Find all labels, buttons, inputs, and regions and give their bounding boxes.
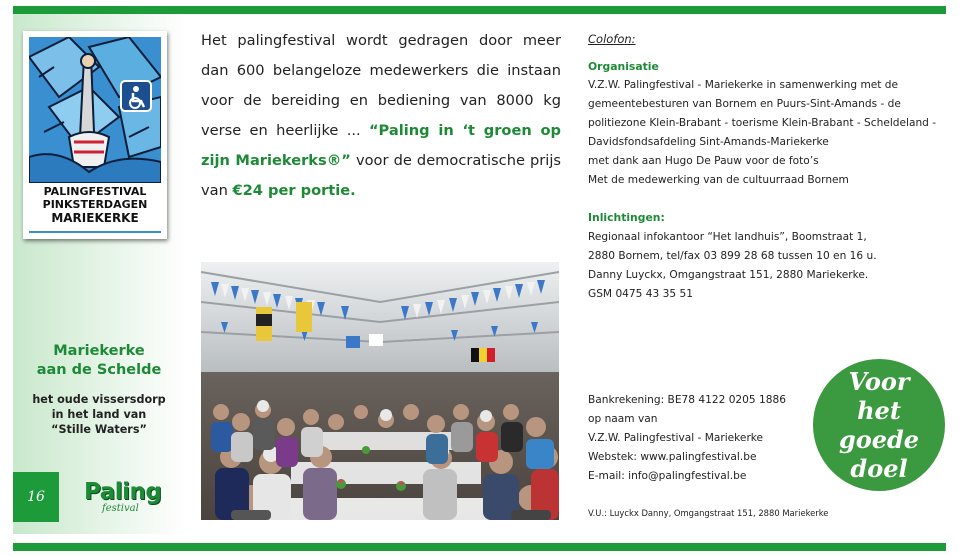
main-text-part2: voor de democratische prijs van: [201, 152, 561, 199]
side-sub-line-2: in het land van: [51, 408, 147, 421]
badge-line-3: doel: [850, 454, 908, 483]
festival-poster: [23, 31, 167, 239]
info-line: Regionaal infokantoor “Het landhuis”, Boomstraat 1,: [588, 231, 867, 243]
bank-line: V.Z.W. Palingfestival - Mariekerke: [588, 432, 764, 444]
main-text-highlight: “Paling in ‘t groen op zijn Mariekerks®”: [201, 122, 561, 169]
main-text-part1: Het palingfestival wordt gedragen door meer dan 600 belangeloze medewerkers die instaan voor de bereiding en bediening van 8000 kg verse en heerlijke ...: [201, 32, 561, 139]
side-title-line-2: aan de Schelde: [36, 362, 162, 378]
crowd-photo-illustration: [201, 262, 559, 520]
poster-illustration: [29, 37, 161, 183]
bottom-green-bar: [13, 543, 946, 551]
poster-line-1: PALINGFESTIVAL: [43, 185, 147, 198]
inlichtingen-block: [588, 228, 877, 304]
email-link[interactable]: E-mail: info@palingfestival.be: [588, 470, 747, 482]
side-title: [16, 342, 182, 380]
org-line: politiezone Klein-Brabant - toerisme Klein-Brabant - Scheldeland -: [588, 117, 937, 129]
side-sub-line-1: het oude vissersdorp: [32, 393, 166, 406]
festival-crowd-photo: [201, 262, 559, 520]
organisatie-block: [588, 76, 936, 190]
org-line: gemeentebesturen van Bornem en Puurs-Sint-Amands - de: [588, 98, 901, 110]
colofon-heading: Colofon:: [588, 32, 636, 46]
info-line: 2880 Bornem, tel/fax 03 899 28 68 tussen 10 en 16 u.: [588, 250, 877, 262]
side-title-line-1: Mariekerke: [53, 343, 145, 359]
goede-doel-badge: [813, 359, 945, 491]
logo-sub: festival: [102, 503, 139, 514]
org-line: Davidsfondsafdeling Sint-Amands-Mariekerke: [588, 136, 829, 148]
bank-block: [588, 391, 786, 486]
poster-text-band: [29, 183, 161, 231]
top-green-bar: [13, 6, 946, 14]
page-number: 16: [13, 472, 59, 522]
logo-word: Paling: [84, 479, 162, 505]
bank-line: op naam van: [588, 413, 658, 425]
badge-line-2: het goede: [838, 396, 920, 454]
organisatie-heading: Organisatie: [588, 60, 659, 73]
poster-artwork: [29, 37, 161, 233]
vu-line: V.U.: Luyckx Danny, Omgangstraat 151, 2880 Mariekerke: [588, 508, 829, 518]
poster-line-3: MARIEKERKE: [51, 211, 139, 225]
info-line: Danny Luyckx, Omgangstraat 151, 2880 Mariekerke.: [588, 269, 869, 281]
org-line: Met de medewerking van de cultuurraad Bornem: [588, 174, 849, 186]
website-link[interactable]: Webstek: www.palingfestival.be: [588, 451, 757, 463]
poster-line-2: PINKSTERDAGEN: [42, 198, 148, 211]
side-sub-line-3: “Stille Waters”: [51, 423, 147, 436]
info-line: GSM 0475 43 35 51: [588, 288, 693, 300]
paling-festival-logo: [84, 479, 174, 515]
side-subtitle: [16, 392, 182, 437]
org-line: V.Z.W. Palingfestival - Mariekerke in samenwerking met de: [588, 79, 899, 91]
price-text: €24 per portie.: [232, 182, 356, 199]
bank-line: Bankrekening: BE78 4122 0205 1886: [588, 394, 786, 406]
main-paragraph: [201, 26, 561, 206]
inlichtingen-heading: Inlichtingen:: [588, 211, 665, 224]
org-line: met dank aan Hugo De Pauw voor de foto’s: [588, 155, 819, 167]
badge-line-1: Voor: [848, 367, 910, 396]
